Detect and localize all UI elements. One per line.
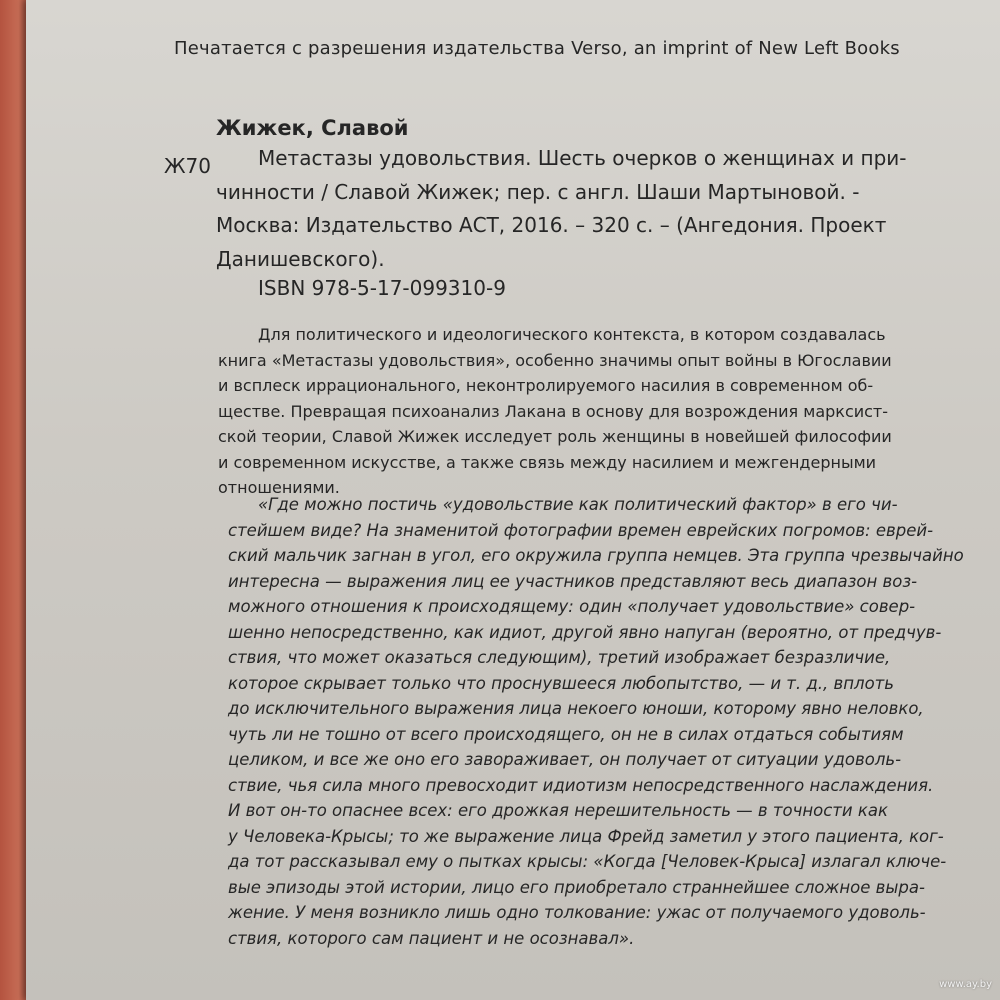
quote-line: которое скрывает только что проснувшееся любопытство, — и т. д., вплоть xyxy=(228,673,895,693)
quote-line: ский мальчик загнан в угол, его окружила группа немцев. Эта группа чрезвычайно xyxy=(228,546,964,565)
book-page xyxy=(26,0,1000,1000)
catalog-author: Жижек, Славой xyxy=(216,116,409,140)
isbn: ISBN 978-5-17-099310-9 xyxy=(258,276,506,300)
quote-line: жение. У меня возникло лишь одно толкование: ужас от получаемого удоволь- xyxy=(228,903,926,922)
quote-line: целиком, и все же оно его завораживает, он получает от ситуации удоволь- xyxy=(228,750,902,769)
catalog-code: Ж70 xyxy=(164,154,211,178)
annotation-paragraph xyxy=(218,322,892,501)
site-watermark: www.ay.by xyxy=(939,979,992,990)
quote-line: до исключительного выражения лица некоего юноши, которому явно неловко, xyxy=(228,699,924,718)
quote-line: ствия, что может оказаться следующим), третий изображает безразличие, xyxy=(228,648,891,667)
catalog-entry xyxy=(216,142,907,276)
quote-line: можного отношения к происходящему: один «получает удовольствие» совер- xyxy=(228,597,916,616)
annotation-line: и современном искусстве, а также связь между насилием и межгендерными xyxy=(218,452,877,472)
publisher-permission-note: Печатается с разрешения издательства Verso, an imprint of New Left Books xyxy=(174,38,900,59)
annotation-line: ществе. Превращая психоанализ Лакана в основу для возрождения марксист- xyxy=(218,401,889,421)
quote-line: И вот он-то опаснее всех: его дрожкая нерешительность — в точности как xyxy=(228,801,888,820)
quote-line: ствия, которого сам пациент и не осознавал». xyxy=(228,928,635,948)
annotation-line: отношениями. xyxy=(218,478,340,497)
annotation-line: Для политического и идеологического контекста, в котором создавалась xyxy=(258,325,886,344)
quote-line: да тот рассказывал ему о пытках крысы: «Когда [Человек-Крыса] излагал ключе- xyxy=(228,852,947,871)
catalog-entry-line: чинности / Славой Жижек; пер. с англ. Шаши Мартыновой. - xyxy=(216,179,860,204)
quote-line: ствие, чья сила много превосходит идиотизм непосредственного наслаждения. xyxy=(228,775,934,795)
quote-line: у Человека-Крысы; то же выражение лица Фрейд заметил у этого пациента, ког- xyxy=(228,826,944,846)
catalog-entry-line: Метастазы удовольствия. Шесть очерков о женщинах и при- xyxy=(258,146,907,170)
quote-line: «Где можно постичь «удовольствие как политический фактор» в его чи- xyxy=(258,495,898,514)
annotation-line: и всплеск иррационального, неконтролируемого насилия в современном об- xyxy=(218,376,874,395)
quote-line: интересна — выражения лиц ее участников представляют весь диапазон воз- xyxy=(228,571,918,591)
quote-paragraph xyxy=(228,492,964,951)
catalog-entry-line: Данишевского). xyxy=(216,246,385,271)
quote-line: шенно непосредственно, как идиот, другой явно напуган (вероятно, от предчув- xyxy=(228,622,942,642)
catalog-entry-line: Москва: Издательство АСТ, 2016. – 320 с. – (Ангедония. Проект xyxy=(216,213,887,237)
quote-line: чуть ли не тошно от всего происходящего, он не в силах отдаться событиям xyxy=(228,724,904,744)
annotation-line: ской теории, Славой Жижек исследует роль женщины в новейшей философии xyxy=(218,427,892,446)
quote-line: стейшем виде? На знаменитой фотографии времен еврейских погромов: еврей- xyxy=(228,520,934,540)
annotation-line: книга «Метастазы удовольствия», особенно значимы опыт войны в Югославии xyxy=(218,350,892,370)
quote-line: вые эпизоды этой истории, лицо его приобретало страннейшее сложное выра- xyxy=(228,877,925,897)
